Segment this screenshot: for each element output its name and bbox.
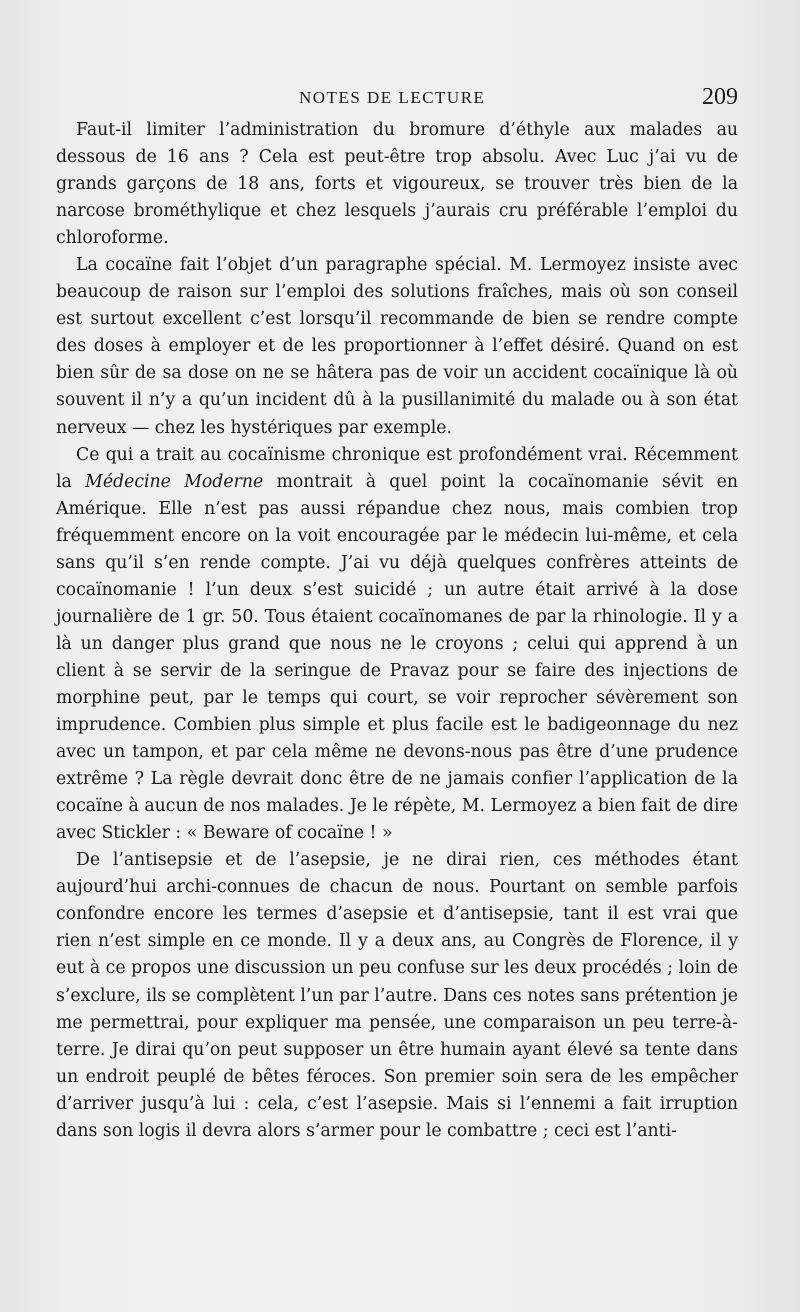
paragraph-antisepsie: De l’antisepsie et de l’asepsie, je ne dirai rien, ces méthodes étant aujourd’hui archi-connues de chacun de nous. Pourtant on semble parfois confondre encore les termes d’asepsie et d’antisepsie, tant il est vrai que rien n’est simple en ce monde. Il y a deux ans, au Congrès de Florence, il y eut à ce propos une discussion un peu confuse sur les deux procédés ; loin de s’exclure, ils se complètent l’un par l’autre. Dans ces notes sans prétention je me permettrai, pour expliquer ma pensée, une comparaison un peu terre-à-terre. Je dirai qu’on peut supposer un être humain ayant élevé sa tente dans un endroit peuplé de bêtes féroces. Son premier soin sera de les empêcher d’arriver jusqu’à lui : cela, c’est l’asepsie. Mais si l’ennemi a fait irruption dans son logis il devra alors s’armer pour le combattre ; ceci est l’anti-: [56, 850, 738, 1141]
paragraph-bromure: Faut-il limiter l’administration du bromure d’éthyle aux malades au dessous de 16 ans ? Cela est peut-être trop absolu. Avec Luc j’ai vu de grands garçons de 18 ans, forts et vigoureux, se trouver très bien de la narcose brométhylique et chez lesquels j’aurais cru préférable l’emploi du chloroforme.: [56, 120, 738, 249]
page-header: [62, 84, 740, 114]
paragraph-cocainisme-rest: montrait à quel point la cocaïnomanie sévit en Amérique. Elle n’est pas aussi répandue chez nous, mais combien trop fréquemment encore on la voit encouragée par le médecin lui-même, et cela sans qu’il s’en rende compte. J’ai vu déjà quelques confrères atteints de cocaïnomanie ! l’un deux s’est suicidé ; un autre était arrivé à la dose journalière de 1 gr. 50. Tous étaient cocaïnomanes de par la rhinologie. Il y a là un danger plus grand que nous ne le croyons ; celui qui apprend à un client à se servir de la seringue de Pravaz pour se faire des injections de morphine peut, par le temps qui court, se voir reprocher sévèrement son imprudence. Combien plus simple et plus facile est le badigeonnage du nez avec un tampon, et par cela même ne devons-nous pas être d’une prudence extrême ? La règle devrait donc être de ne jamais confier l’application de la cocaïne à aucun de nos malades. Je le répète, M. Lermoyez a bien fait de dire avec Stickler : « Beware of cocaïne ! »: [56, 471, 738, 844]
paragraph-cocainisme: [56, 442, 738, 848]
running-head: NOTES DE LECTURE: [299, 88, 486, 107]
paragraph-cocaine: La cocaïne fait l’objet d’un paragraphe spécial. M. Lermoyez insiste avec beaucoup de raison sur l’emploi des solutions fraîches, mais où son conseil est surtout excellent c’est lorsqu’il recommande de bien se rendre compte des doses à employer et de les proportionner à l’effet désiré. Quand on est bien sûr de sa dose on ne se hâtera pas de voir un accident cocaïnique là où souvent il n’y a qu’un incident dû à la pusillanimité du malade ou à son état nerveux — chez les hystériques par exemple.: [56, 255, 738, 438]
journal-title: Médecine Moderne: [85, 471, 264, 492]
body-text: [56, 117, 738, 1145]
paragraph-cocainisme-start: Ce qui a trait au cocaïnisme chronique est profondément vrai. Récemment la: [56, 444, 738, 492]
page-number: 209: [702, 84, 738, 110]
